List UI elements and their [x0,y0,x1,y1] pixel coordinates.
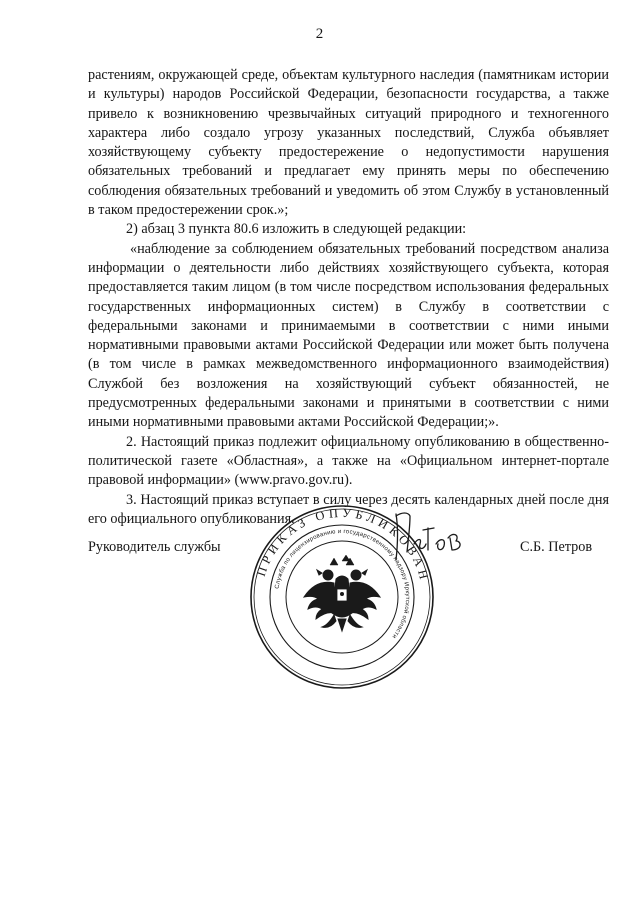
paragraph-continuation: растениям, окружающей среде, объектам культурного наследия (памятникам истории и культуры) народов Российской Федерации, безопасности государства, а также привело к возникновению чрезвычайных ситуаций природного и техногенного характера либо создало угрозу указанных последствий, Служба объявляет хозяйствующему субъекту предостережение о недопустимости нарушения обязательных требований и предлагает ему принять меры по обеспечению соблюдения обязательных требований и уведомить об этом Службу в установленный в таком предостережении срок.»; [88,67,609,219]
paragraph-item-2: 2. Настоящий приказ подлежит официальному опубликованию в общественно-политической газете «Областная», а также на «Официальном интернет-портале правовой информации» (www.pravo.gov.ru). [88,433,609,489]
paragraph-item-3: 3. Настоящий приказ вступает в силу через десять календарных дней после дня его официального опубликования. [88,491,609,527]
document-body [88,66,609,529]
handwritten-signature [390,508,470,564]
paragraph-quoted-text: «наблюдение за соблюдением обязательных требований посредством анализа информации о деятельности либо действиях хозяйствующего субъекта, которая предоставляется таким лицом (в том числе посредством использования федеральных государственных информационных систем) в Службу в соответствии с федеральными законами и принимаемыми в соответствии с ними иными нормативными правовыми актами Российской Федерации или может быть получена (в том числе в рамках межведомственного информационного взаимодействия) Службой без возложения на хозяйствующий субъект обязанностей, не предусмотренных федеральными законами и принятыми в соответствии с ними иными нормативными правовыми актами Российской Федерации;». [88,240,609,431]
signatory-name: С.Б. Петров [520,539,593,555]
seal-inner-text: Служба по лицензированию и государственному надзору Иркутской области [274,528,411,640]
page-number: 2 [315,26,324,42]
signatory-title: Руководитель службы [88,539,221,555]
paragraph-amendment-2: 2) абзац 3 пункта 80.6 изложить в следующей редакции: [126,221,467,238]
seal-outer-text: ПРИКАЗ ОПУБЛИКОВАН [253,505,432,585]
